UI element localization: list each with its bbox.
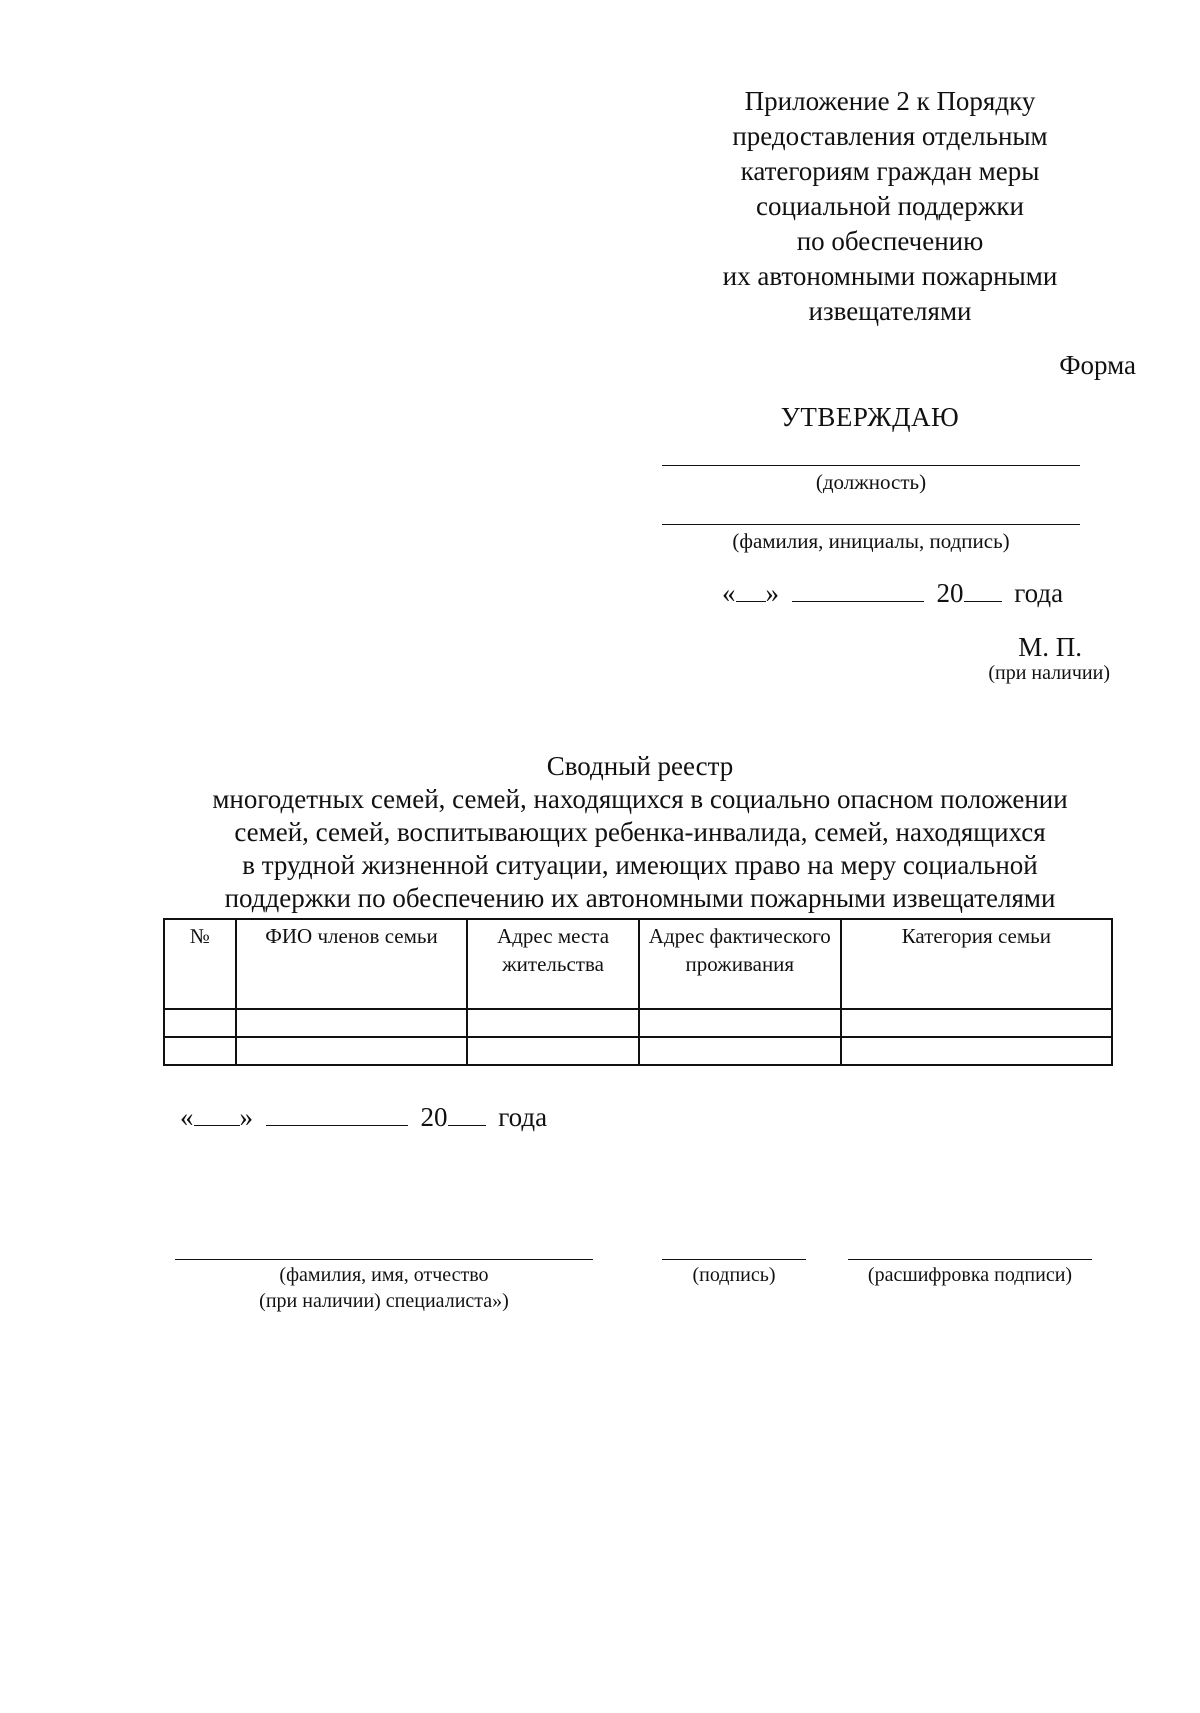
appendix-header (660, 84, 1120, 329)
fio-line (175, 1259, 593, 1260)
name-signature-line (662, 524, 1080, 525)
registry-title-line: в трудной жизненной ситуации, имеющих право на меру социальной (242, 850, 1038, 880)
date-close-quote: » (239, 1102, 253, 1132)
year-suffix: года (1014, 578, 1064, 608)
table-cell (841, 1009, 1112, 1037)
header-actual-address: Адрес фактического проживания (639, 919, 841, 1009)
registry-title (120, 750, 1160, 915)
table-cell (164, 1009, 236, 1037)
day-blank (194, 1103, 240, 1126)
appendix-line: категориям граждан меры (740, 156, 1040, 186)
registry-title-line: семей, семей, воспитывающих ребенка-инвалида, семей, находящихся (234, 817, 1046, 847)
registry-title-line: многодетных семей, семей, находящихся в социально опасном положении (212, 784, 1068, 814)
header-family-category: Категория семьи (841, 919, 1112, 1009)
stamp-note: (при наличии) (988, 662, 1110, 684)
date-open-quote: « (180, 1102, 194, 1132)
appendix-line: социальной поддержки (756, 191, 1024, 221)
header-family-members: ФИО членов семьи (236, 919, 467, 1009)
date-open-quote: « (722, 578, 736, 608)
month-blank (266, 1103, 408, 1126)
position-line (662, 465, 1080, 466)
registry-title-heading: Сводный реестр (546, 751, 734, 781)
year-blank (964, 579, 1002, 602)
year-prefix: 20 (420, 1102, 448, 1132)
year-suffix: года (498, 1102, 548, 1132)
bottom-date (180, 1102, 547, 1133)
appendix-line: Приложение 2 к Порядку (744, 86, 1036, 116)
table-cell (236, 1009, 467, 1037)
appendix-line: извещателями (808, 296, 972, 326)
table-cell (841, 1037, 1112, 1065)
name-signature-caption: (фамилия, инициалы, подпись) (732, 529, 1010, 553)
table-cell (467, 1037, 639, 1065)
decoding-caption: (расшифровка подписи) (867, 1264, 1073, 1286)
approval-date (722, 578, 1063, 609)
appendix-line: предоставления отдельным (732, 121, 1048, 151)
table-header-row (164, 919, 1112, 1009)
month-blank (792, 579, 924, 602)
table-cell (467, 1009, 639, 1037)
signature-caption: (подпись) (692, 1264, 776, 1286)
appendix-line: по обеспечению (796, 226, 984, 256)
fio-caption-2: (при наличии) специалиста») (259, 1290, 509, 1312)
position-caption: (должность) (815, 470, 927, 494)
year-prefix: 20 (936, 578, 964, 608)
form-label: Форма (1059, 350, 1136, 380)
signature-line (662, 1259, 806, 1260)
table-cell (639, 1037, 841, 1065)
table-cell (164, 1037, 236, 1065)
table-row (164, 1037, 1112, 1065)
approval-heading: УТВЕРЖДАЮ (780, 402, 960, 432)
year-blank (448, 1103, 486, 1126)
header-residence-address: Адрес места жительства (467, 919, 639, 1009)
date-close-quote: » (765, 578, 779, 608)
day-blank (736, 579, 766, 602)
stamp-label: М. П. (1018, 632, 1082, 662)
decoding-line (848, 1259, 1092, 1260)
registry-table (163, 918, 1113, 1066)
table-row (164, 1009, 1112, 1037)
registry-title-line: поддержки по обеспечению их автономными пожарными извещателями (224, 883, 1056, 913)
header-number: № (164, 919, 236, 1009)
table-cell (639, 1009, 841, 1037)
appendix-line: их автономными пожарными (722, 261, 1058, 291)
fio-caption-1: (фамилия, имя, отчество (279, 1264, 489, 1286)
table-cell (236, 1037, 467, 1065)
